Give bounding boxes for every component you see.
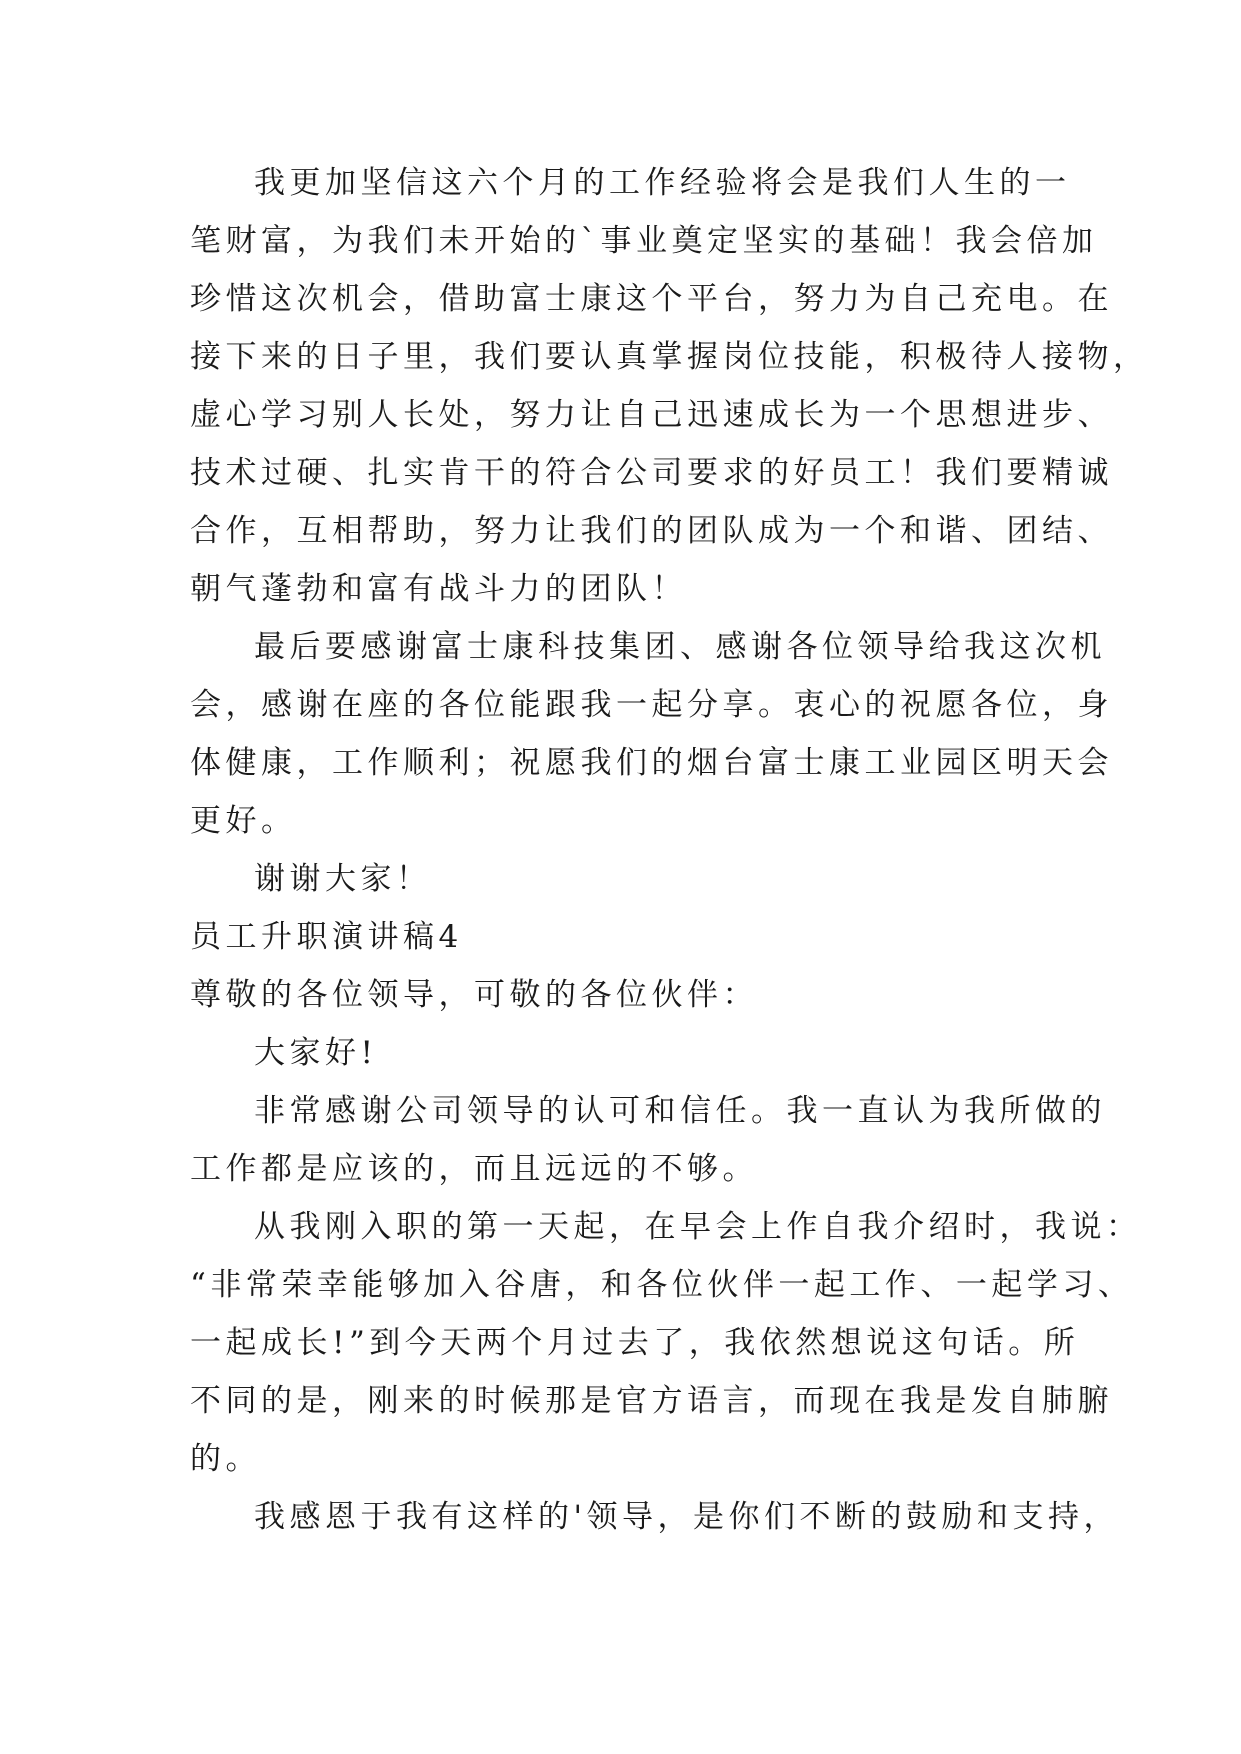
text-line: 合作，互相帮助，努力让我们的团队成为一个和谐、团结、 xyxy=(190,513,1113,549)
greeting: 大家好! xyxy=(254,1035,378,1071)
text-line: 笔财富，为我们未开始的`事业奠定坚实的基础！我会倍加 xyxy=(190,223,1098,259)
text-line: 谢谢大家！ xyxy=(254,861,432,897)
text-line: 从我刚入职的第一天起，在早会上作自我介绍时，我说： xyxy=(254,1209,1142,1245)
salutation: 尊敬的各位领导，可敬的各位伙伴： xyxy=(190,977,758,1013)
text-line: 接下来的日子里，我们要认真掌握岗位技能，积极待人接物， xyxy=(190,339,1149,375)
text-line: 非常感谢公司领导的认可和信任。我一直认为我所做的 xyxy=(254,1093,1106,1129)
text-line: 会，感谢在座的各位能跟我一起分享。衷心的祝愿各位，身 xyxy=(190,687,1113,723)
text-line: 技术过硬、扎实肯干的符合公司要求的好员工！我们要精诚 xyxy=(190,455,1113,491)
text-line: 更好。 xyxy=(190,803,297,839)
text-line: “非常荣幸能够加入谷唐，和各位伙伴一起工作、一起学习、 xyxy=(190,1267,1134,1303)
text-line: 珍惜这次机会，借助富士康这个平台，努力为自己充电。在 xyxy=(190,281,1113,317)
section-heading: 员工升职演讲稿4 xyxy=(190,919,463,955)
text-line: 虚心学习别人长处，努力让自己迅速成长为一个思想进步、 xyxy=(190,397,1113,433)
text-line: 不同的是，刚来的时候那是官方语言，而现在我是发自肺腑 xyxy=(190,1383,1113,1419)
text-line: 一起成长!”到今天两个月过去了，我依然想说这句话。所 xyxy=(190,1325,1080,1361)
text-line: 的。 xyxy=(190,1441,261,1477)
text-line: 我更加坚信这六个月的工作经验将会是我们人生的一 xyxy=(254,165,1071,201)
text-line: 体健康，工作顺利；祝愿我们的烟台富士康工业园区明天会 xyxy=(190,745,1113,781)
text-line: 朝气蓬勃和富有战斗力的团队！ xyxy=(190,571,687,607)
text-line: 我感恩于我有这样的'领导，是你们不断的鼓励和支持， xyxy=(254,1499,1120,1535)
text-line: 工作都是应该的，而且远远的不够。 xyxy=(190,1151,758,1187)
text-line: 最后要感谢富士康科技集团、感谢各位领导给我这次机 xyxy=(254,629,1106,665)
